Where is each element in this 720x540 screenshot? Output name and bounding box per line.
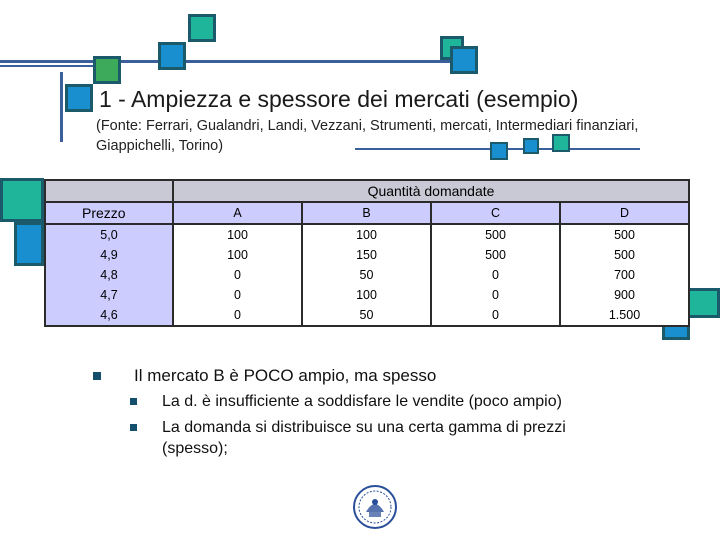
table-cell: 100 (227, 228, 248, 242)
column-header-b: B (303, 203, 430, 223)
slide-title: 1 - Ampiezza e spessore dei mercati (esempio) (99, 86, 579, 112)
column-header-c: C (432, 203, 559, 223)
university-seal-logo (352, 484, 398, 530)
sub-bullet-text-1: La d. è insufficiente a soddisfare le vendite (poco ampio) (162, 393, 562, 410)
decor-square (65, 84, 93, 112)
price-column (46, 225, 172, 325)
decor-square (188, 14, 216, 42)
demand-table (44, 179, 690, 327)
table-cell: 50 (359, 308, 374, 322)
data-column-b (303, 225, 430, 325)
data-column-c (432, 225, 559, 325)
decor-square (93, 56, 121, 84)
decor-square (686, 288, 720, 318)
table-cell: 100 (356, 228, 377, 242)
data-column-d (561, 225, 688, 325)
price-cell: 4,7 (100, 288, 118, 302)
title-left-line (60, 72, 63, 142)
top-divider-line-short (0, 65, 95, 67)
column-header-d: D (561, 203, 688, 223)
table-cell: 0 (492, 308, 499, 322)
table-cell: 0 (492, 288, 499, 302)
table-cell: 700 (614, 268, 635, 282)
decor-square (450, 46, 478, 74)
table-corner-cell (46, 181, 172, 201)
table-cell: 0 (492, 268, 499, 282)
price-cell: 4,9 (100, 248, 118, 262)
price-cell: 5,0 (100, 228, 118, 242)
sub-bullet-marker (130, 398, 137, 405)
table-cell: 500 (485, 228, 506, 242)
table-cell: 500 (614, 248, 635, 262)
decor-square (0, 178, 44, 222)
sub-bullet-marker (130, 424, 137, 431)
price-cell: 4,8 (100, 268, 118, 282)
table-cell: 0 (234, 288, 241, 302)
table-cell: 0 (234, 268, 241, 282)
bullet-marker (93, 372, 101, 380)
group-header: Quantità domandate (174, 181, 688, 201)
top-divider-line (0, 60, 470, 63)
table-cell: 150 (356, 248, 377, 262)
table-cell: 100 (356, 288, 377, 302)
table-cell: 0 (234, 308, 241, 322)
column-header-a: A (174, 203, 301, 223)
table-cell: 100 (227, 248, 248, 262)
source-citation: (Fonte: Ferrari, Gualandri, Landi, Vezzani, Strumenti, mercati, Intermediari finanziari, Giappichelli, Torino) (96, 118, 639, 154)
table-cell: 500 (614, 228, 635, 242)
decor-square (158, 42, 186, 70)
price-cell: 4,6 (100, 308, 118, 322)
sub-bullet-text-2: La domanda si distribuisce su una certa gamma di prezzi (spesso); (162, 419, 566, 457)
table-cell: 500 (485, 248, 506, 262)
table-cell: 50 (359, 268, 374, 282)
main-bullet-text: Il mercato B è POCO ampio, ma spesso (134, 366, 437, 385)
table-cell: 1.500 (608, 308, 641, 322)
table-cell: 900 (614, 288, 635, 302)
decor-square (14, 222, 44, 266)
data-column-a (174, 225, 301, 325)
price-header: Prezzo (46, 203, 172, 223)
